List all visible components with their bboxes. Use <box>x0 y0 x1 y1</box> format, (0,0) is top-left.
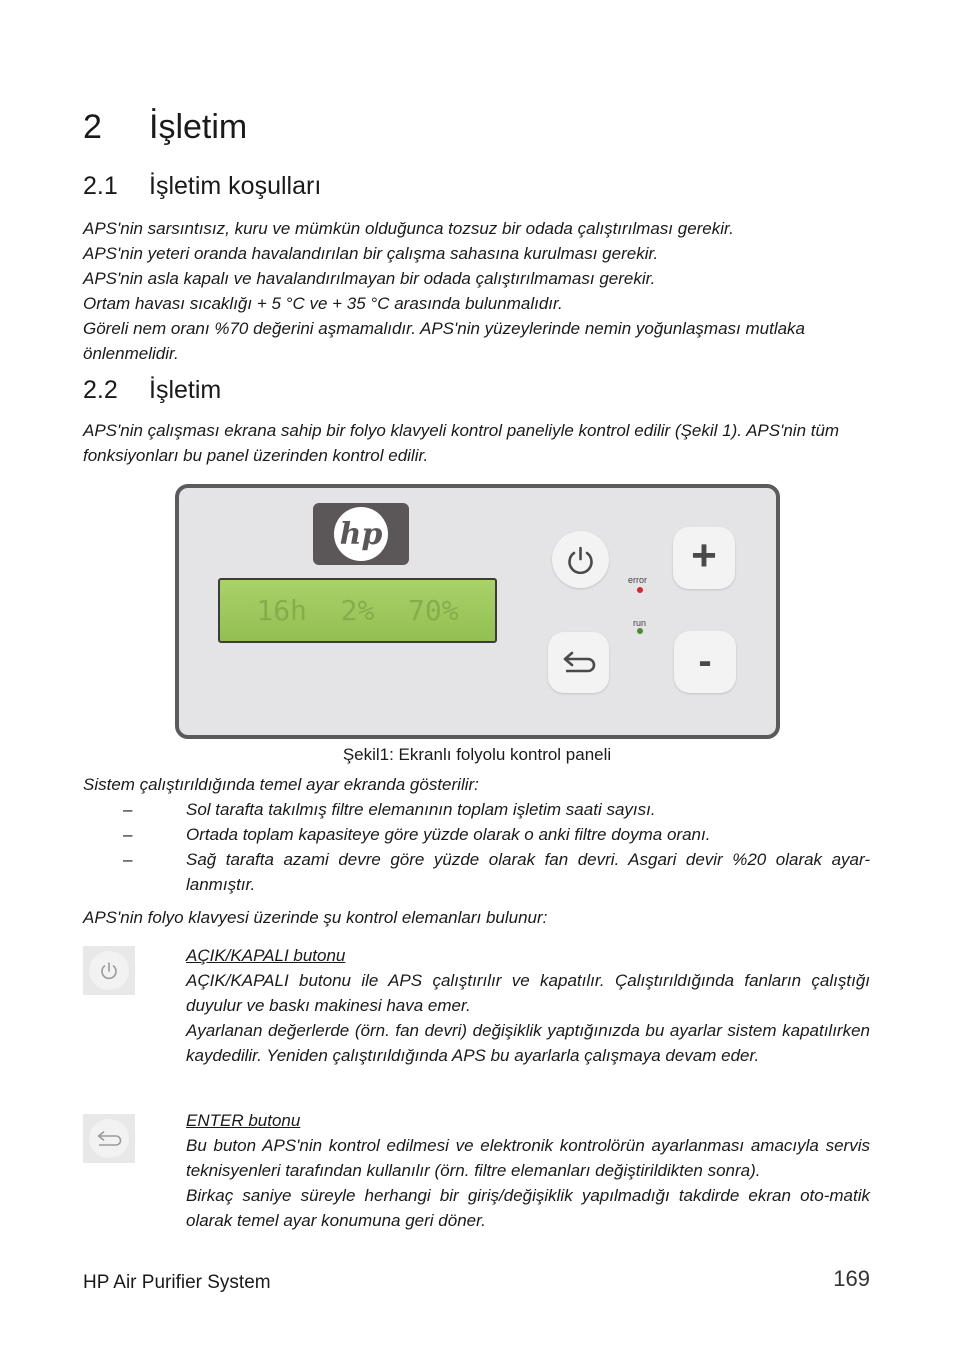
power-button-thumbnail <box>83 946 135 995</box>
section-1-body <box>83 216 870 366</box>
hp-logo-text: hp <box>339 517 383 552</box>
enter-button-text-1: Bu buton APS'nin kontrol edilmesi ve elektronik kontrolörün ayarlanması amacıyla servis teknisyenleri tarafından kullanılır (örn. filtre elemanları değiştirildikten sonra). <box>186 1136 870 1180</box>
power-button-title: AÇIK/KAPALI butonu <box>186 946 346 965</box>
section-2-intro: APS'nin çalışması ekrana sahip bir folyo klavyeli kontrol paneliyle kontrol edilir (Şekil 1). APS'nin tüm fonksiyonları bu panel üzerinden kontrol edilir. <box>83 421 840 465</box>
condition-line: Ortam havası sıcaklığı + 5 °C ve + 35 °C arasında bulunmalıdır. <box>83 294 563 313</box>
power-button[interactable] <box>552 531 609 588</box>
section-1-number: 2.1 <box>83 172 118 200</box>
plus-button[interactable] <box>673 527 735 589</box>
startup-intro: Sistem çalıştırıldığında temel ayar ekranda gösterilir: <box>83 775 479 794</box>
power-button-text-2: Ayarlanan değerlerde (örn. fan devri) değişiklik yaptığınızda bu ayarlar sistem kapatılırken kaydedilir. Yeniden çalıştırıldığında APS bu ayarlarla çalışmaya devam eder. <box>186 1021 870 1065</box>
bullet-dash: – <box>123 850 133 869</box>
power-icon <box>83 946 135 995</box>
section-2-heading <box>83 376 221 405</box>
minus-label: - <box>698 639 712 683</box>
bullet-dash: – <box>123 800 133 819</box>
list-item: – Sağ tarafta azami devre göre yüzde olarak fan devri. Asgari devir %20 olarak ayar-lanmıştır. <box>83 847 870 897</box>
run-label: run <box>633 618 647 628</box>
section-2-title: İşletim <box>149 376 222 404</box>
section-1-title: İşletim koşulları <box>149 172 322 200</box>
controls-intro: APS'nin folyo klavyesi üzerinde şu kontrol elemanları bulunur: <box>83 908 548 927</box>
enter-button-title: ENTER butonu <box>186 1111 301 1130</box>
enter-icon <box>548 632 609 693</box>
chapter-heading <box>83 108 247 147</box>
section-1-heading <box>83 172 321 201</box>
list-item: – Ortada toplam kapasiteye göre yüzde olarak o anki filtre doyma oranı. <box>83 822 870 847</box>
power-button-section <box>186 943 870 1068</box>
power-button-text-1: AÇIK/KAPALI butonu ile APS çalıştırılır ve kapatılır. Çalıştırıldığında fanların çalıştığı duyulur ve baskı makinesi hava emer. <box>186 971 870 1015</box>
page-number: 169 <box>833 1266 870 1291</box>
lcd-display: 16h 2% 70% <box>218 578 497 643</box>
section-2-number: 2.2 <box>83 376 118 404</box>
condition-line: APS'nin asla kapalı ve havalandırılmayan bir odada çalıştırılmaması gerekir. <box>83 269 656 288</box>
figure-caption: Şekil1: Ekranlı folyolu kontrol paneli <box>342 745 612 764</box>
error-label: error <box>628 575 648 585</box>
footer-title: HP Air Purifier System <box>83 1272 271 1293</box>
chapter-number: 2 <box>83 108 102 146</box>
power-icon <box>552 531 609 588</box>
bullet-dash: – <box>123 825 133 844</box>
condition-line: APS'nin sarsıntısız, kuru ve mümkün olduğunca tozsuz bir odada çalıştırılması gerekir. <box>83 219 734 238</box>
plus-label: + <box>691 531 717 580</box>
chapter-title: İşletim <box>149 108 248 146</box>
run-led <box>637 628 643 634</box>
condition-line: APS'nin yeteri oranda havalandırılan bir çalışma sahasına kurulması gerekir. <box>83 244 659 263</box>
hp-logo <box>313 503 409 565</box>
enter-button-text-2: Birkaç saniye süreyle herhangi bir giriş/değişiklik yapılmadığı takdirde ekran oto-matik olarak temel ayar konumuna geri döner. <box>186 1186 870 1230</box>
minus-button[interactable] <box>674 631 736 693</box>
error-led <box>637 587 643 593</box>
condition-line: Göreli nem oranı %70 değerini aşmamalıdır. APS'nin yüzeylerinde nemin yoğunlaşması mutlaka önlenmelidir. <box>83 319 806 363</box>
enter-button-section <box>186 1108 870 1233</box>
list-item: – Sol tarafta takılmış filtre elemanının toplam işletim saati sayısı. <box>83 797 870 822</box>
enter-button[interactable] <box>548 632 609 693</box>
startup-bullet-list <box>83 797 870 897</box>
enter-icon <box>83 1114 135 1163</box>
enter-button-thumbnail <box>83 1114 135 1163</box>
